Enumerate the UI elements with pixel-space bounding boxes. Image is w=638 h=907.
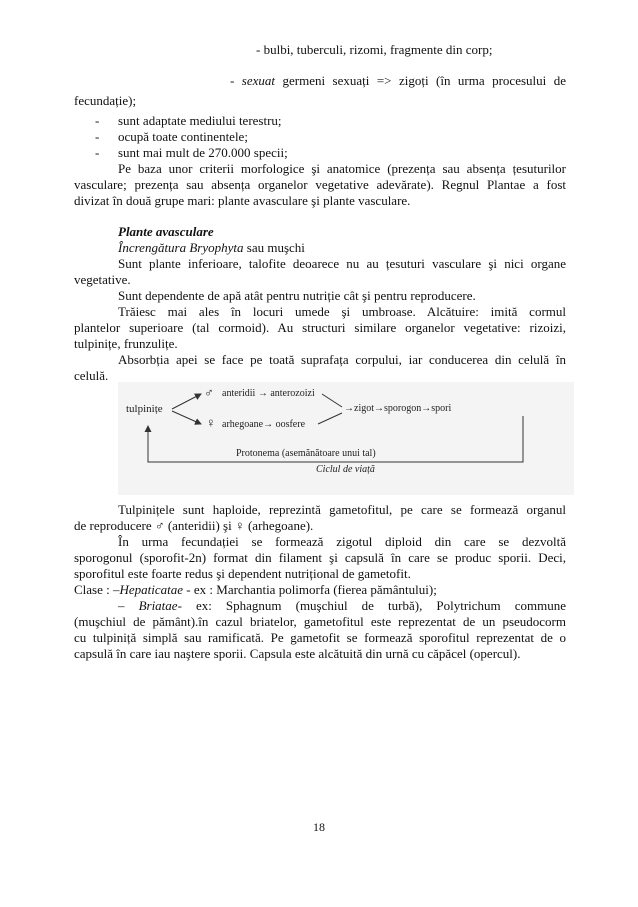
text-line: (muşchiul de pământ).în cazul briatelor, gametofitul este reprezentat de un pseudocorm (74, 614, 566, 629)
text-line: fecundație); (74, 93, 137, 108)
text-span: Clase : (74, 582, 113, 597)
female-symbol: ♀ (206, 415, 216, 430)
text-line: cu tulpiniță simplă sau ramificată. Pe gametofit se formează sporofitul reprezentat de o (74, 630, 566, 645)
text-line: În urma fecundației se formează zigotul diploid din care se dezvoltă (118, 534, 566, 549)
text-line: sporofitul este foarte redus şi dependent nutrițional de gametofit. (74, 566, 411, 581)
list-item: sunt mai mult de 270.000 specii; (118, 145, 288, 160)
text-span: - ex : Marchantia polimorfa (fierea pământului); (183, 582, 437, 597)
text-line: capsulă în care iau naştere sporii. Capsula este alcătuită din urnă cu căpăcel (opercul). (74, 646, 521, 661)
text-line (118, 598, 566, 613)
bullet-dash: - (95, 113, 100, 128)
text-line: divizat în două grupe mari: plante avasculare şi plante vasculare. (74, 193, 411, 208)
text-line: Absorbția apei se face pe toată suprafața corpului, iar conducerea din celulă în (118, 352, 566, 367)
life-cycle-diagram (118, 382, 574, 495)
diagram-label-male-path: anteridii → anterozoizi (222, 388, 315, 399)
text-line: - bulbi, tuberculi, rizomi, fragmente din corp; (256, 42, 493, 57)
text-line: Trăiesc mai ales în locuri umede şi umbroase. Alcătuire: imită cormul (118, 304, 566, 319)
bullet-dash: - (95, 145, 100, 160)
diagram-arrows (118, 382, 574, 495)
bullet-dash: - (95, 129, 100, 144)
diagram-label-protonema: Protonema (asemănătoare unui tal) (236, 448, 376, 459)
text-span: sexuat (241, 73, 276, 88)
text-line: vasculare; prezența sau absența organelor vegetative adevărate). Regnul Plantae a fost (74, 177, 566, 192)
text-span: - ex: Sphagnum (muşchiul de turbă), Polytrichum commune (177, 598, 567, 613)
male-symbol: ♂ (204, 385, 214, 400)
text-line: celulă. (74, 368, 109, 383)
text-line: sporogonul (sporofit-2n) format din filament şi capsulă în care se produc sporii. Deci, (74, 550, 566, 565)
list-item: sunt adaptate mediului terestru; (118, 113, 282, 128)
text-span: –Hepaticatae (113, 582, 184, 597)
text-line: de reproducere ♂ (anteridii) şi ♀ (arhegoane). (74, 518, 314, 533)
page-number: 18 (313, 820, 325, 834)
text-line: Pe baza unor criterii morfologice şi anatomice (prezența sau absența țesuturilor (118, 161, 566, 176)
subheading (118, 240, 566, 255)
text-line: plantelor superioare (tal cormoid). Au structuri similare organelor vegetative: rizoizi, (74, 320, 566, 335)
section-heading: Plante avasculare (118, 224, 214, 239)
text-span: Încrengătura Bryophyta (118, 240, 244, 255)
diagram-label-zigot-chain: →zigot→sporogon→spori (344, 403, 452, 414)
list-item: ocupă toate continentele; (118, 129, 248, 144)
text-span: sau muşchi (243, 240, 305, 255)
text-line: vegetative. (74, 272, 131, 287)
text-line: Sunt plante inferioare, talofite deoarece nu au țesuturi vasculare şi nici organe (118, 256, 566, 271)
text-line: Sunt dependente de apă atât pentru nutriție cât şi pentru reproducere. (118, 288, 476, 303)
diagram-caption: Ciclul de viață (316, 464, 375, 475)
text-span: germeni sexuați => zigoți (în urma procesului de (275, 73, 566, 88)
text-span: - (230, 73, 242, 88)
text-line: tulpinițe, frunzulițe. (74, 336, 178, 351)
text-span: – Briatae (118, 598, 178, 613)
diagram-label-female-path: arhegoane→ oosfere (222, 419, 306, 430)
text-line (74, 582, 566, 597)
text-line (230, 73, 566, 88)
diagram-label-tulpinite: tulpinițe (126, 403, 163, 415)
text-line: Tulpinițele sunt haploide, reprezintă gametofitul, pe care se formează organul (118, 502, 566, 517)
